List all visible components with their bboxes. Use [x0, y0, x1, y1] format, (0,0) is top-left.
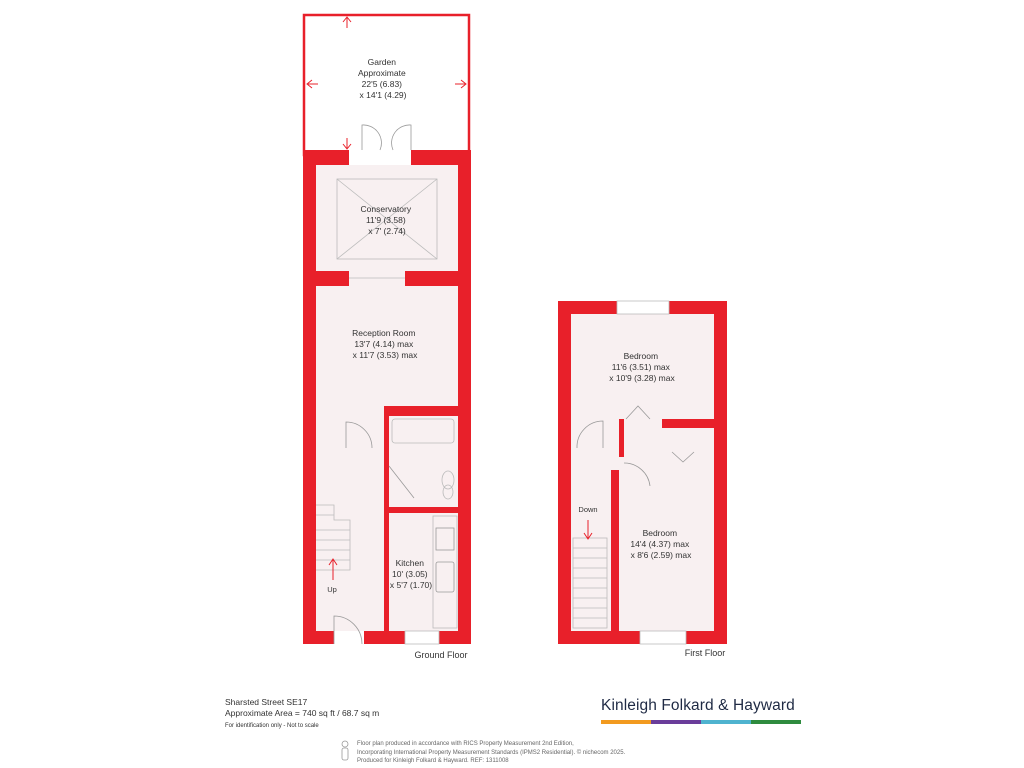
landing-floor	[611, 419, 662, 470]
cupboard-floor	[662, 428, 714, 470]
hall-floor	[316, 406, 384, 631]
landing-floor	[571, 419, 611, 631]
reception-label: Reception Room 13'7 (4.14) max x 11'7 (3.53) max	[352, 328, 418, 360]
bedroom1-label: Bedroom 11'6 (3.51) max x 10'9 (3.28) max	[609, 351, 675, 383]
inner-wall	[384, 406, 458, 416]
property-info	[225, 697, 379, 731]
ground-floor-label: Ground Floor	[414, 650, 468, 660]
window	[640, 631, 686, 644]
inner-wall	[662, 419, 714, 428]
property-note: For identification only - Not to scale	[225, 723, 319, 729]
info-person-icon	[339, 740, 351, 762]
stairs-down-label: Down	[578, 505, 598, 514]
inner-wall	[619, 419, 624, 457]
conservatory-label: Conservatory 11'9 (3.58) x 7' (2.74)	[360, 204, 412, 236]
inner-wall	[384, 406, 389, 631]
brand-bar-segment	[651, 720, 701, 724]
inner-wall	[611, 470, 619, 631]
property-area: Approximate Area = 740 sq ft / 68.7 sq m	[225, 708, 380, 718]
disclaimer-line: Floor plan produced in accordance with RICS Property Measurement 2nd Edition,	[357, 741, 574, 747]
brand-bar-segment	[601, 720, 651, 724]
window	[405, 631, 439, 644]
door-opening	[349, 271, 405, 286]
disclaimer-line: Incorporating International Property Measurement Standards (IPMS2 Residential). © nichecom 2025.	[357, 749, 626, 756]
brand-name: Kinleigh Folkard & Hayward	[601, 697, 795, 714]
stairs-up-label: Up	[327, 585, 337, 594]
door-opening	[349, 150, 411, 165]
ground-floor-plan	[303, 15, 471, 660]
kitchen-label: Kitchen 10' (3.05) x 5'7 (1.70)	[389, 558, 433, 590]
window	[617, 301, 669, 314]
inner-wall	[389, 507, 458, 513]
bathroom-floor	[389, 416, 458, 507]
brand-bar-segment	[751, 720, 801, 724]
bedroom2-label: Bedroom 14'4 (4.37) max x 8'6 (2.59) max	[630, 528, 692, 560]
brand-logo	[601, 697, 801, 724]
brand-bar-segment	[701, 720, 751, 724]
disclaimer	[339, 740, 625, 766]
disclaimer-line: Produced for Kinleigh Folkard & Hayward. REF: 1311008	[357, 758, 509, 764]
brand-color-bar	[601, 720, 801, 724]
garden-label: Garden Approximate 22'5 (6.83) x 14'1 (4.29)	[357, 57, 407, 100]
first-floor-plan	[558, 301, 727, 658]
property-address: Sharsted Street SE17	[225, 697, 308, 707]
first-floor-label: First Floor	[684, 648, 726, 658]
